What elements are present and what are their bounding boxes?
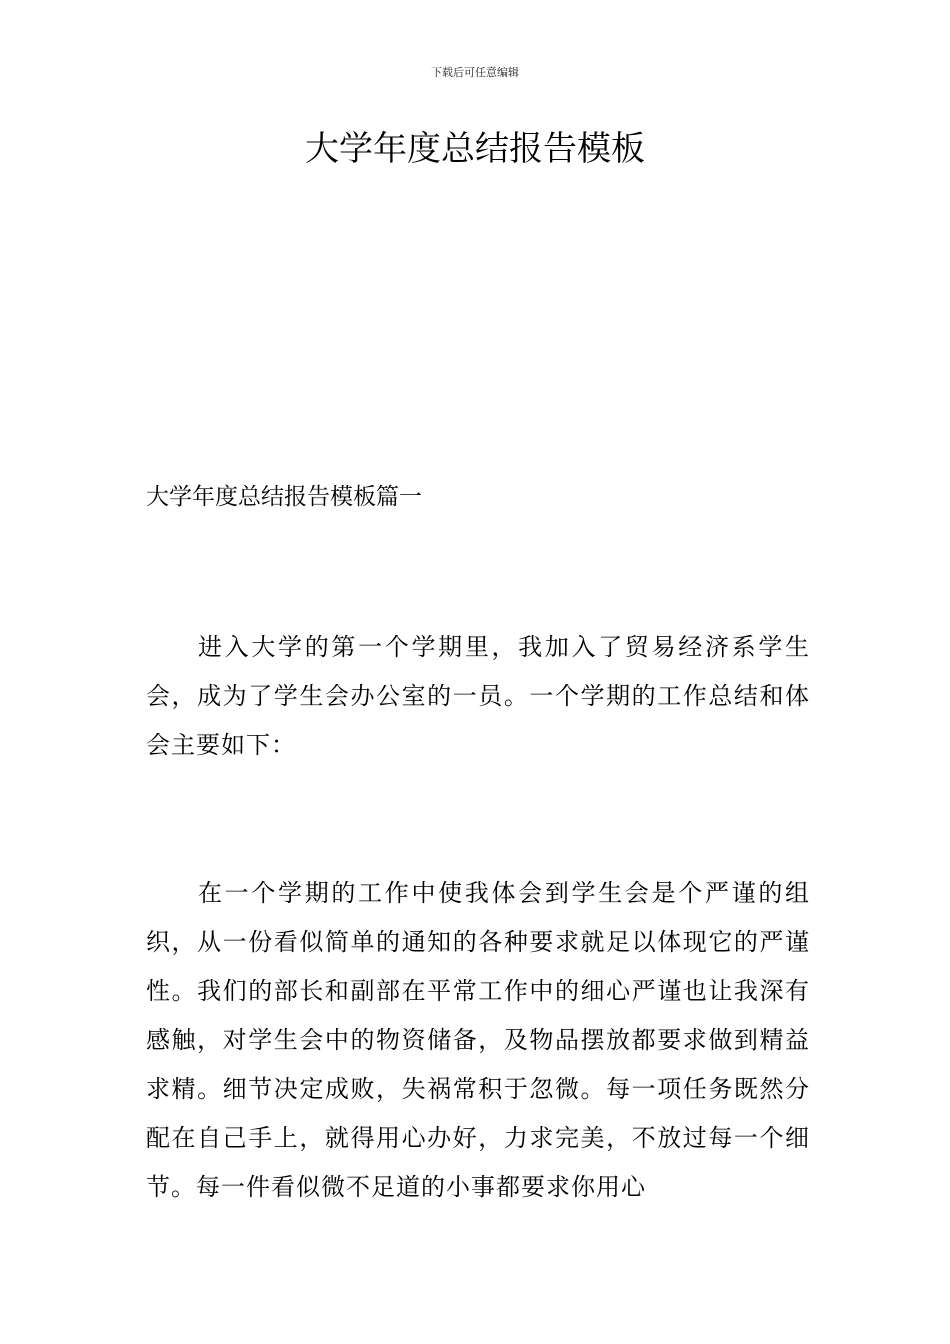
document-title: 大学年度总结报告模板 — [305, 129, 645, 169]
body-paragraph-2: 在一个学期的工作中使我体会到学生会是个严谨的组织，从一份看似简单的通知的各种要求就足以体现它的严谨性。我们的部长和副部在平常工作中的细心严谨也让我深有感触，对学生会中的物资储备，及物品摆放都要求做到精益求精。细节决定成败，失祸常积于忽微。每一项任务既然分配在自己手上，就得用心办好，力求完美，不放过每一个细节。每一件看似微不足道的小事都要求你用心 — [146, 879, 810, 1201]
section-heading: 大学年度总结报告模板篇一 — [146, 484, 422, 510]
body-paragraph-1: 进入大学的第一个学期里，我加入了贸易经济系学生会，成为了学生会办公室的一员。一个学期的工作总结和体会主要如下： — [146, 633, 810, 759]
header-note: 下载后可任意编辑 — [431, 66, 519, 79]
